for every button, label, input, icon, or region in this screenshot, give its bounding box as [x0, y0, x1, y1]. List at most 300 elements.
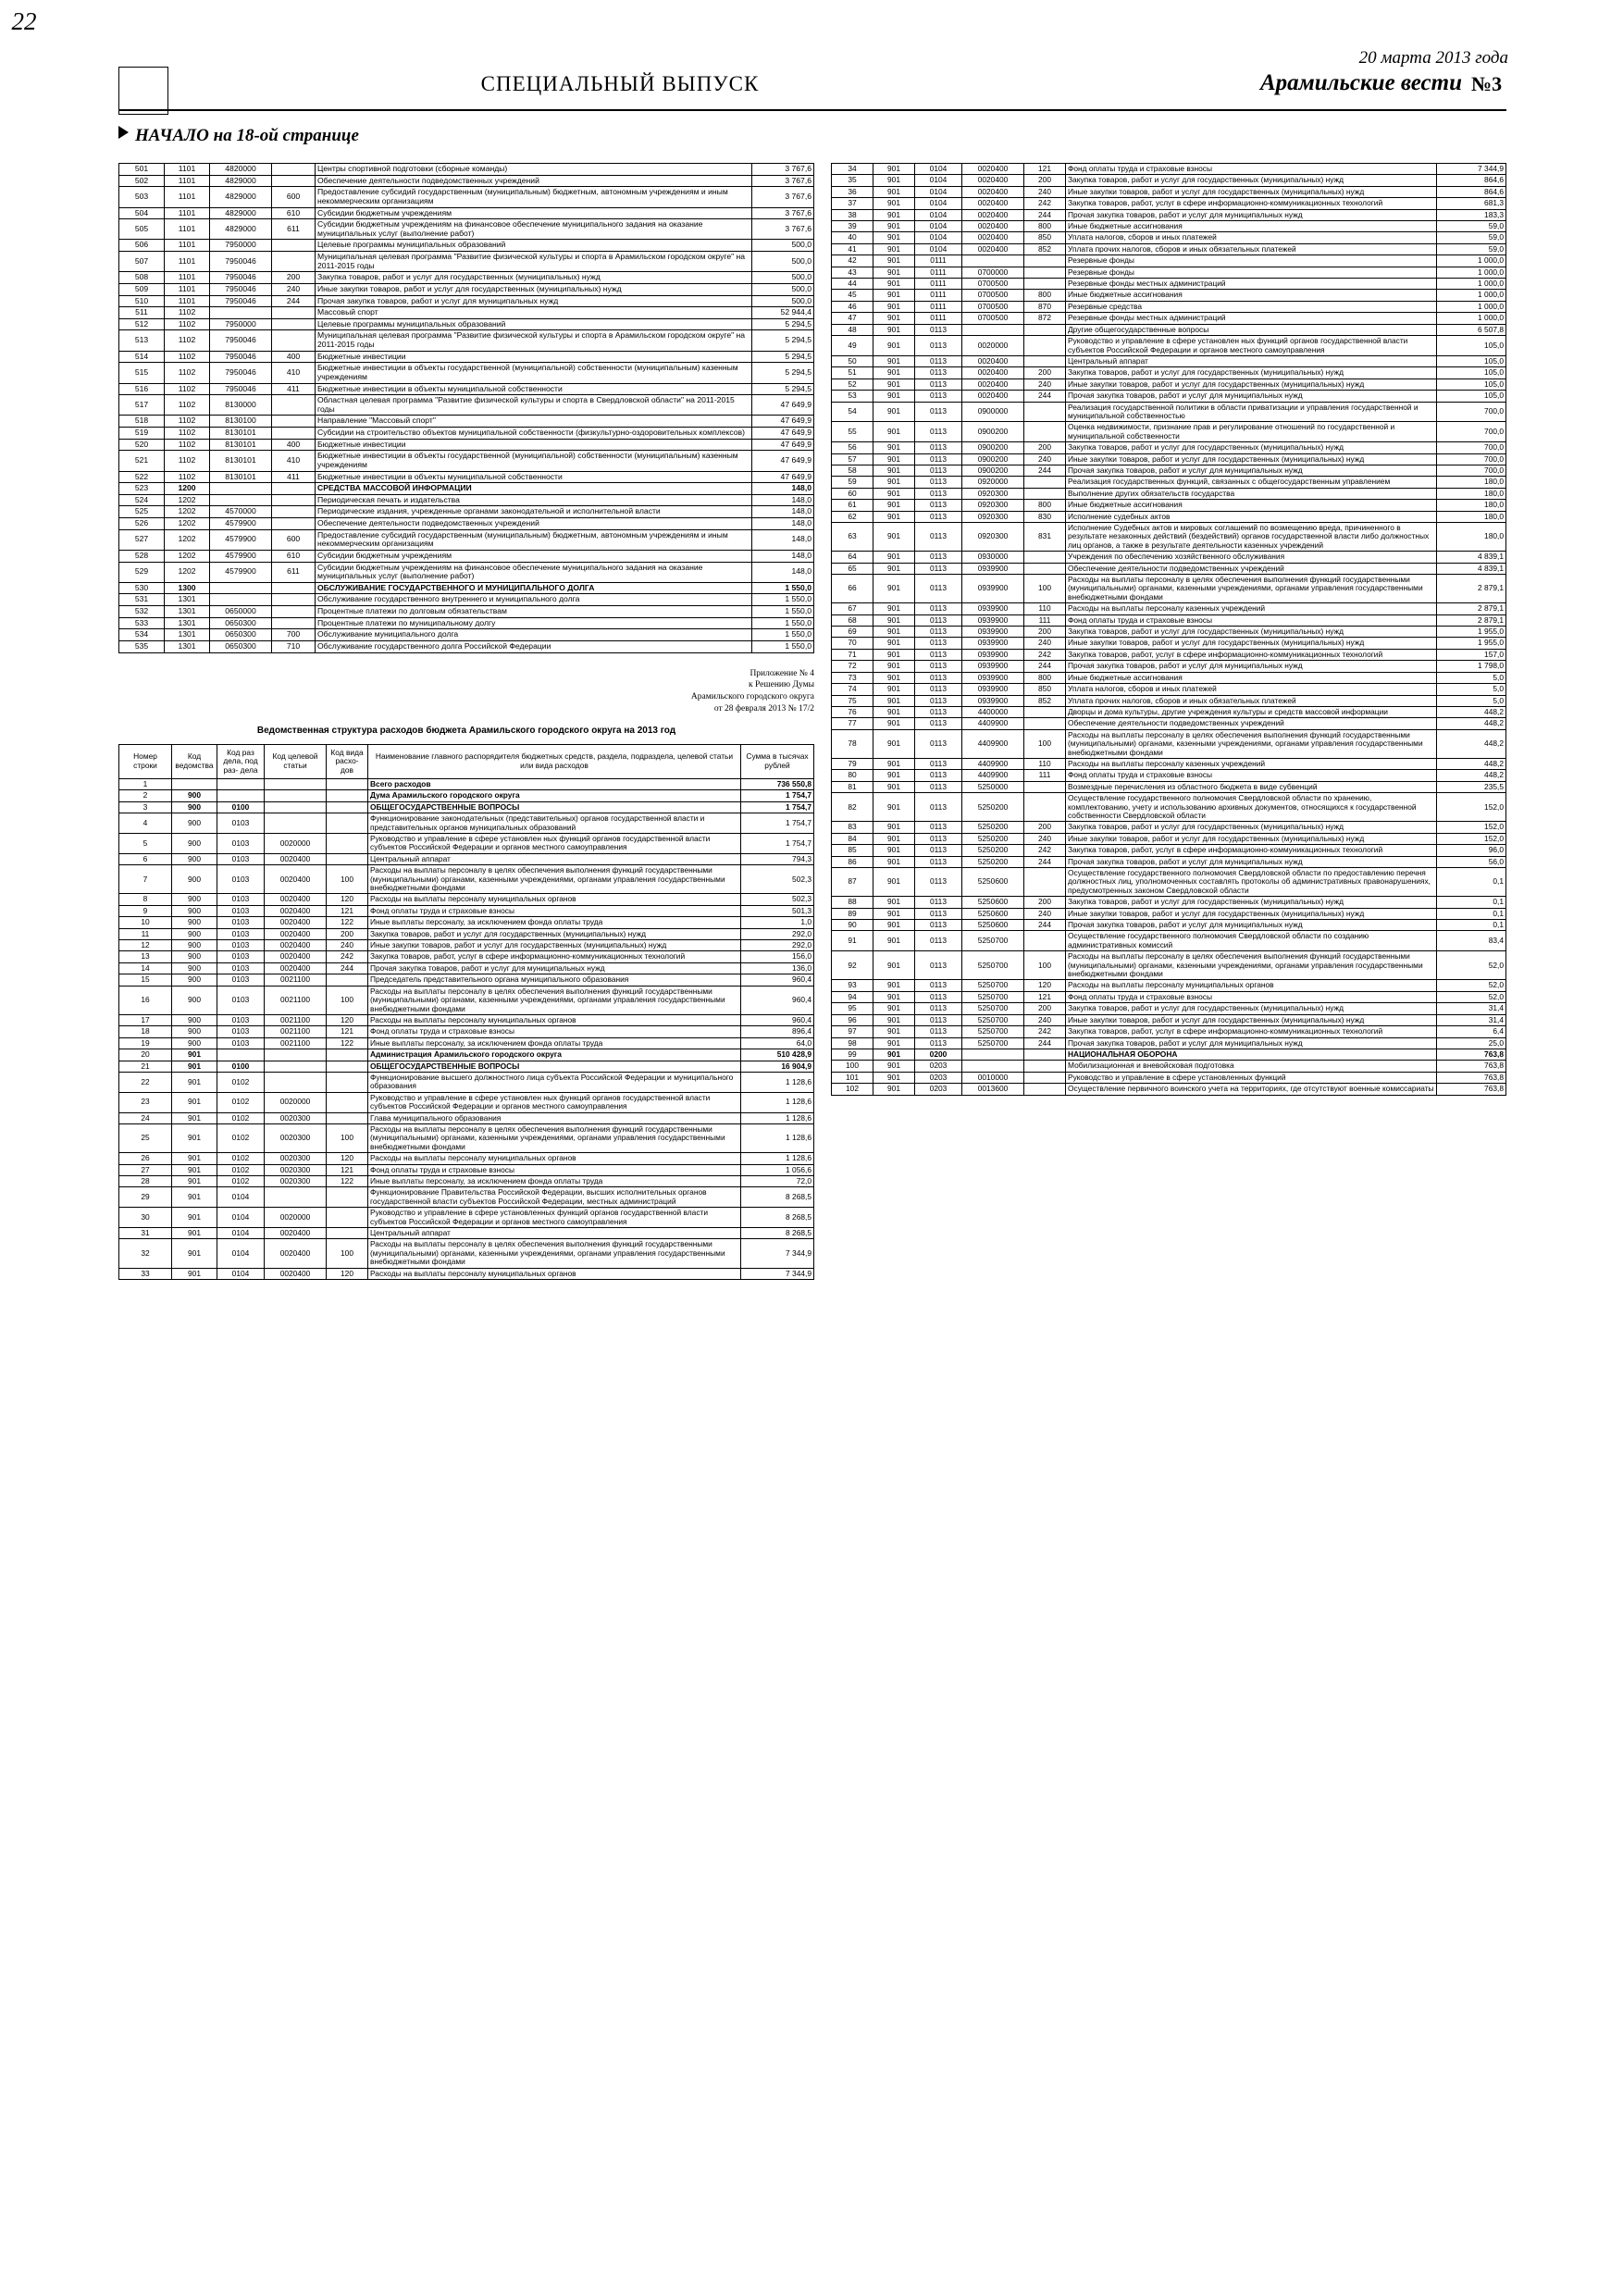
cell-expense-type-code	[272, 428, 316, 440]
cell-dept-code: 901	[172, 1176, 217, 1187]
table-row	[832, 931, 1506, 951]
cell-section-code: 0113	[915, 920, 962, 931]
cell-dept-code: 901	[873, 186, 915, 197]
cell-row-number: 50	[832, 355, 873, 366]
cell-target-code: 4409900	[962, 758, 1024, 769]
table-row	[832, 186, 1506, 197]
cell-row-number: 524	[119, 494, 165, 506]
table-row	[119, 582, 814, 594]
cell-dept-code: 900	[172, 813, 217, 834]
cell-section-code: 1101	[165, 187, 210, 207]
cell-expense-type-code: 120	[327, 894, 368, 905]
cell-sum: 180,0	[1437, 511, 1506, 522]
cell-section-code: 0111	[915, 267, 962, 278]
cell-row-number: 529	[119, 562, 165, 582]
table-row	[119, 529, 814, 550]
table-row	[832, 355, 1506, 366]
cell-expense-type-code: 242	[1024, 649, 1066, 660]
cell-expense-type-code	[327, 834, 368, 854]
cell-name: Другие общегосударственные вопросы	[1066, 324, 1437, 335]
cell-row-number: 6	[119, 853, 172, 864]
cell-section-code: 0100	[217, 801, 265, 813]
cell-expense-type-code	[1024, 793, 1066, 822]
cell-name: Мобилизационная и вневойсковая подготовка	[1066, 1061, 1437, 1072]
cell-sum: 1 128,6	[741, 1123, 814, 1152]
cell-name: Оценка недвижимости, признание прав и регулирование отношений по государственной и муниципальной собственности	[1066, 422, 1437, 442]
table-row	[119, 778, 814, 789]
cell-section-code: 0203	[915, 1072, 962, 1083]
cell-dept-code: 901	[873, 243, 915, 254]
cell-target-code: 5250600	[962, 897, 1024, 908]
cell-sum: 3 767,6	[752, 187, 814, 207]
cell-name: Закупка товаров, работ и услуг для государственных (муниципальных) нужд	[316, 272, 752, 284]
cell-row-number: 63	[832, 523, 873, 552]
cell-target-code: 7950046	[210, 252, 272, 272]
cell-sum: 1 128,6	[741, 1072, 814, 1092]
cell-row-number: 85	[832, 845, 873, 856]
cell-sum: 763,8	[1437, 1084, 1506, 1095]
cell-row-number: 102	[832, 1084, 873, 1095]
cell-section-code: 1202	[165, 529, 210, 550]
table-row	[119, 894, 814, 905]
cell-expense-type-code	[272, 164, 316, 176]
cell-sum: 72,0	[741, 1176, 814, 1187]
cell-target-code: 5250700	[962, 1003, 1024, 1014]
cell-section-code: 0103	[217, 940, 265, 951]
cell-section-code: 1101	[165, 252, 210, 272]
cell-expense-type-code: 242	[1024, 845, 1066, 856]
cell-expense-type-code: 244	[1024, 856, 1066, 867]
cell-name: Бюджетные инвестиции в объекты государственной (муниципальной) собственности (муниципальным) казенным учреждениям	[316, 451, 752, 471]
cell-row-number: 535	[119, 640, 165, 652]
table-row	[119, 219, 814, 240]
cell-section-code: 0103	[217, 928, 265, 939]
cell-name: Обеспечение деятельности подведомственных учреждений	[316, 518, 752, 530]
cell-dept-code: 901	[172, 1268, 217, 1279]
cell-section-code: 1102	[165, 383, 210, 395]
cell-name: Расходы на выплаты персоналу в целях обеспечения выполнения функций государственными (муниципальными) органами, казенными учреждениями, органами управления государственными внебюджетными фондами	[368, 865, 741, 894]
cell-dept-code: 901	[873, 336, 915, 356]
cell-row-number: 505	[119, 219, 165, 240]
cell-row-number: 60	[832, 488, 873, 499]
cell-name: Субсидии бюджетным учреждениям	[316, 207, 752, 219]
cell-row-number: 517	[119, 395, 165, 416]
right-column	[831, 163, 1506, 1096]
cell-row-number: 52	[832, 379, 873, 390]
cell-name: Бюджетные инвестиции в объекты государственной (муниципальной) собственности (муниципальным) казенным учреждениям	[316, 363, 752, 383]
cell-expense-type-code: 244	[1024, 1037, 1066, 1049]
cell-row-number: 530	[119, 582, 165, 594]
cell-section-code: 0113	[915, 1014, 962, 1025]
cell-section-code: 0104	[217, 1228, 265, 1239]
cell-dept-code: 900	[172, 951, 217, 962]
table-row	[119, 483, 814, 495]
cell-dept-code: 901	[873, 1014, 915, 1025]
cell-name: Обслуживание государственного долга Российской Федерации	[316, 640, 752, 652]
table-row	[832, 313, 1506, 324]
cell-sum: 2 879,1	[1437, 603, 1506, 614]
cell-target-code: 0920000	[962, 477, 1024, 488]
cell-dept-code: 901	[873, 729, 915, 758]
cell-section-code: 1101	[165, 164, 210, 176]
cell-target-code: 0020400	[962, 391, 1024, 402]
cell-name: Закупка товаров, работ и услуг для государственных (муниципальных) нужд	[1066, 1003, 1437, 1014]
cell-name: Реализация государственных функций, связанных с общегосударственным управлением	[1066, 477, 1437, 488]
cell-target-code	[265, 1061, 327, 1072]
cell-name: Возмездные перечисления из областного бюджета в виде субвенций	[1066, 781, 1437, 792]
cell-expense-type-code: 240	[1024, 833, 1066, 844]
cell-expense-type-code	[272, 175, 316, 187]
cell-target-code: 0920300	[962, 488, 1024, 499]
cell-row-number: 2	[119, 790, 172, 801]
cell-target-code: 0900200	[962, 465, 1024, 476]
cell-target-code: 7950046	[210, 363, 272, 383]
cell-expense-type-code	[327, 1049, 368, 1061]
cell-dept-code: 901	[873, 614, 915, 626]
cell-expense-type-code	[1024, 1061, 1066, 1072]
cell-target-code	[265, 813, 327, 834]
cell-sum: 1 754,7	[741, 790, 814, 801]
cell-name: Иные закупки товаров, работ и услуг для государственных (муниципальных) нужд	[1066, 1014, 1437, 1025]
cell-section-code: 0104	[915, 164, 962, 175]
cell-target-code: 4579900	[210, 529, 272, 550]
table-row	[119, 1176, 814, 1187]
cell-row-number: 46	[832, 301, 873, 312]
cell-row-number: 74	[832, 684, 873, 695]
cell-sum: 864,6	[1437, 175, 1506, 186]
cell-section-code: 0113	[915, 706, 962, 717]
cell-sum: 105,0	[1437, 336, 1506, 356]
cell-row-number: 43	[832, 267, 873, 278]
cell-target-code: 0939900	[962, 672, 1024, 683]
cell-row-number: 502	[119, 175, 165, 187]
cell-target-code: 0700000	[962, 267, 1024, 278]
cell-name: Обслуживание муниципального долга	[316, 629, 752, 641]
departmental-structure-table	[118, 744, 814, 1280]
table-row	[832, 198, 1506, 209]
cell-row-number: 512	[119, 318, 165, 330]
cell-name: Центральный аппарат	[1066, 355, 1437, 366]
cell-expense-type-code: 244	[1024, 661, 1066, 672]
table-row	[832, 1003, 1506, 1014]
cell-row-number: 10	[119, 917, 172, 928]
cell-expense-type-code	[327, 1092, 368, 1112]
cell-name: Бюджетные инвестиции	[316, 439, 752, 451]
appendix-line-4: от 28 февраля 2013 № 17/2	[713, 703, 814, 714]
cell-sum: 1 798,0	[1437, 661, 1506, 672]
cell-expense-type-code: 244	[1024, 391, 1066, 402]
cell-name: Функционирование Правительства Российской Федерации, высших исполнительных органов государственной власти субъектов Российской Федерации, местных администраций	[368, 1187, 741, 1208]
cell-sum: 148,0	[752, 550, 814, 562]
cell-expense-type-code	[272, 518, 316, 530]
cell-expense-type-code	[272, 330, 316, 351]
cell-name: Глава муниципального образования	[368, 1112, 741, 1123]
cell-expense-type-code: 110	[1024, 603, 1066, 614]
cell-expense-type-code: 710	[272, 640, 316, 652]
cell-row-number: 101	[832, 1072, 873, 1083]
cell-section-code: 1102	[165, 451, 210, 471]
cell-sum: 1 000,0	[1437, 290, 1506, 301]
cell-target-code: 0020000	[962, 336, 1024, 356]
cell-expense-type-code	[272, 395, 316, 416]
cell-row-number: 509	[119, 283, 165, 295]
cell-dept-code: 901	[873, 649, 915, 660]
table-row	[119, 1268, 814, 1279]
cell-row-number: 527	[119, 529, 165, 550]
cell-target-code	[210, 483, 272, 495]
cell-row-number: 53	[832, 391, 873, 402]
cell-sum: 47 649,9	[752, 471, 814, 483]
cell-name: Закупка товаров, работ, услуг в сфере информационно-коммуникационных технологий	[1066, 845, 1437, 856]
cell-expense-type-code: 111	[1024, 614, 1066, 626]
cell-target-code: 0020400	[962, 186, 1024, 197]
cell-expense-type-code: 831	[1024, 523, 1066, 552]
cell-row-number: 95	[832, 1003, 873, 1014]
cell-row-number: 520	[119, 439, 165, 451]
table-row	[832, 290, 1506, 301]
cell-expense-type-code: 850	[1024, 232, 1066, 243]
cell-section-code: 0113	[915, 336, 962, 356]
cell-sum: 5 294,5	[752, 318, 814, 330]
cell-section-code: 0113	[915, 442, 962, 453]
cell-expense-type-code	[327, 1187, 368, 1208]
cell-section-code: 0113	[915, 477, 962, 488]
cell-sum: 1 000,0	[1437, 301, 1506, 312]
cell-section-code: 1202	[165, 518, 210, 530]
cell-sum: 502,3	[741, 865, 814, 894]
cell-row-number: 26	[119, 1153, 172, 1164]
cell-section-code: 0111	[915, 313, 962, 324]
cell-target-code: 5250200	[962, 793, 1024, 822]
cell-expense-type-code: 850	[1024, 684, 1066, 695]
cell-dept-code: 901	[172, 1049, 217, 1061]
cell-section-code: 0113	[915, 856, 962, 867]
cell-section-code: 0200	[915, 1049, 962, 1060]
table-row	[832, 255, 1506, 267]
cell-expense-type-code: 100	[1024, 951, 1066, 980]
cell-expense-type-code: 240	[1024, 186, 1066, 197]
cell-dept-code: 901	[873, 1049, 915, 1060]
cell-expense-type-code	[272, 594, 316, 606]
cell-sum: 56,0	[1437, 856, 1506, 867]
cell-target-code: 0650300	[210, 629, 272, 641]
table-row	[119, 1061, 814, 1072]
cell-name: Областная целевая программа "Развитие физической культуры и спорта в Свердловской области" на 2011-2015 годы	[316, 395, 752, 416]
cell-section-code: 1202	[165, 506, 210, 518]
cell-section-code: 1102	[165, 307, 210, 319]
cell-expense-type-code: 111	[1024, 770, 1066, 781]
cell-row-number: 17	[119, 1014, 172, 1025]
cell-expense-type-code: 122	[327, 1037, 368, 1049]
cell-sum: 1 550,0	[752, 582, 814, 594]
cell-row-number: 523	[119, 483, 165, 495]
cell-name: НАЦИОНАЛЬНАЯ ОБОРОНА	[1066, 1049, 1437, 1060]
cell-dept-code: 900	[172, 928, 217, 939]
table-row	[119, 1164, 814, 1175]
cell-row-number: 45	[832, 290, 873, 301]
cell-target-code: 0020300	[265, 1153, 327, 1164]
cell-section-code: 1102	[165, 363, 210, 383]
cell-section-code: 0104	[217, 1268, 265, 1279]
cell-sum: 0,1	[1437, 908, 1506, 919]
page-header	[0, 0, 1623, 111]
cell-target-code: 0020400	[962, 209, 1024, 220]
table-row	[832, 465, 1506, 476]
paper-title: Арамильские вести	[1259, 70, 1462, 95]
cell-sum: 5,0	[1437, 672, 1506, 683]
cell-name: Фонд оплаты труда и страховые взносы	[368, 905, 741, 916]
cell-sum: 1 550,0	[752, 629, 814, 641]
cell-target-code: 8130000	[210, 395, 272, 416]
cell-dept-code: 901	[873, 1061, 915, 1072]
cell-section-code: 1301	[165, 606, 210, 618]
cell-target-code: 5250600	[962, 908, 1024, 919]
cell-section-code: 0104	[915, 186, 962, 197]
cell-name: Расходы на выплаты персоналу в целях обеспечения выполнения функций государственными (муниципальными) органами, казенными учреждениями, органами управления государственными внебюджетными фондами	[368, 1239, 741, 1268]
cell-sum: 448,2	[1437, 758, 1506, 769]
cell-sum: 5 294,5	[752, 383, 814, 395]
cell-row-number: 77	[832, 718, 873, 729]
cell-target-code	[962, 1049, 1024, 1060]
cell-target-code: 7950000	[210, 318, 272, 330]
cell-dept-code: 901	[873, 255, 915, 267]
cell-row-number: 34	[832, 164, 873, 175]
table-row	[832, 575, 1506, 603]
cell-dept-code: 901	[172, 1187, 217, 1208]
table-row	[832, 164, 1506, 175]
cell-section-code	[217, 790, 265, 801]
cell-section-code: 0111	[915, 290, 962, 301]
cell-target-code	[265, 1072, 327, 1092]
cell-target-code: 0020300	[265, 1123, 327, 1152]
cell-expense-type-code: 244	[327, 962, 368, 974]
cell-sum: 8 268,5	[741, 1208, 814, 1228]
cell-target-code: 0020400	[962, 355, 1024, 366]
cell-dept-code: 900	[172, 853, 217, 864]
cell-name: Прочая закупка товаров, работ и услуг для муниципальных нужд	[1066, 856, 1437, 867]
cell-row-number: 515	[119, 363, 165, 383]
cell-name: Руководство и управление в сфере установлен ных функций органов государственной власти субъектов Российской Федерации и органов местного самоуправления	[1066, 336, 1437, 356]
cell-expense-type-code: 400	[272, 439, 316, 451]
cell-name: Резервные средства	[1066, 301, 1437, 312]
cell-row-number: 51	[832, 367, 873, 379]
cell-section-code: 0113	[915, 661, 962, 672]
cell-expense-type-code	[327, 790, 368, 801]
table-row	[832, 1026, 1506, 1037]
cell-sum: 1 000,0	[1437, 279, 1506, 290]
cell-name: Закупка товаров, работ и услуг для государственных (муниципальных) нужд	[368, 928, 741, 939]
cell-row-number: 11	[119, 928, 172, 939]
table-row	[119, 834, 814, 854]
cell-name: Иные закупки товаров, работ и услуг для государственных (муниципальных) нужд	[1066, 186, 1437, 197]
cell-section-code: 0113	[915, 1037, 962, 1049]
cell-dept-code: 901	[873, 355, 915, 366]
cell-section-code: 1102	[165, 395, 210, 416]
table-row	[119, 363, 814, 383]
cell-section-code: 0113	[915, 951, 962, 980]
cell-section-code: 0111	[915, 301, 962, 312]
cell-name: Всего расходов	[368, 778, 741, 789]
cell-row-number: 526	[119, 518, 165, 530]
cell-target-code	[210, 307, 272, 319]
cell-target-code: 0939900	[962, 563, 1024, 574]
cell-dept-code: 901	[873, 672, 915, 683]
cell-dept-code: 900	[172, 917, 217, 928]
cell-sum: 3 767,6	[752, 219, 814, 240]
cell-expense-type-code: 100	[1024, 575, 1066, 603]
cell-expense-type-code: 410	[272, 451, 316, 471]
table-row	[832, 951, 1506, 980]
cell-expense-type-code: 121	[327, 905, 368, 916]
cell-sum: 2 879,1	[1437, 575, 1506, 603]
cell-sum: 500,0	[752, 272, 814, 284]
cell-dept-code: 900	[172, 905, 217, 916]
cell-section-code: 0100	[217, 1061, 265, 1072]
cell-expense-type-code	[1024, 706, 1066, 717]
cell-target-code: 0930000	[962, 552, 1024, 563]
cell-target-code: 4829000	[210, 219, 272, 240]
cell-dept-code: 900	[172, 1014, 217, 1025]
cell-row-number: 513	[119, 330, 165, 351]
cell-expense-type-code: 240	[1024, 1014, 1066, 1025]
cell-name: Иные бюджетные ассигнования	[1066, 290, 1437, 301]
col-header-expense-type-code: Код вида расхо- дов	[327, 744, 368, 778]
cell-target-code: 0700500	[962, 279, 1024, 290]
cell-name: Расходы на выплаты персоналу муниципальных органов	[368, 1153, 741, 1164]
cell-expense-type-code	[1024, 402, 1066, 422]
cell-row-number: 519	[119, 428, 165, 440]
cell-target-code	[265, 1187, 327, 1208]
cell-sum: 8 268,5	[741, 1187, 814, 1208]
cell-expense-type-code: 100	[327, 865, 368, 894]
cell-sum: 47 649,9	[752, 416, 814, 428]
table-row	[119, 801, 814, 813]
cell-sum: 1 128,6	[741, 1092, 814, 1112]
cell-expense-type-code: 830	[1024, 511, 1066, 522]
table-row	[832, 267, 1506, 278]
cell-target-code: 5250700	[962, 1026, 1024, 1037]
table-row	[832, 627, 1506, 638]
table-row	[119, 439, 814, 451]
cell-section-code: 1102	[165, 351, 210, 363]
table-row	[119, 1239, 814, 1268]
cell-sum: 105,0	[1437, 355, 1506, 366]
cell-row-number: 37	[832, 198, 873, 209]
cell-expense-type-code: 100	[327, 986, 368, 1014]
cell-section-code: 1202	[165, 550, 210, 562]
cell-row-number: 507	[119, 252, 165, 272]
cell-section-code: 0102	[217, 1112, 265, 1123]
table-row	[119, 272, 814, 284]
table-row	[119, 1228, 814, 1239]
cell-sum: 7 344,9	[741, 1268, 814, 1279]
cell-sum: 157,0	[1437, 649, 1506, 660]
cell-section-code: 0113	[915, 575, 962, 603]
cell-dept-code: 901	[873, 603, 915, 614]
cell-expense-type-code: 400	[272, 351, 316, 363]
cell-row-number: 29	[119, 1187, 172, 1208]
cell-section-code: 1202	[165, 494, 210, 506]
cell-name: Осуществление государственного полномочия Свердловской области по хранению, комплектованию, учету и использованию архивных документов, относящихся к государственной собственности Свердловской области	[1066, 793, 1437, 822]
cell-expense-type-code	[327, 1072, 368, 1092]
cell-section-code: 1101	[165, 240, 210, 252]
cell-name: Бюджетные инвестиции в объекты муниципальной собственности	[316, 471, 752, 483]
cell-expense-type-code: 200	[327, 928, 368, 939]
cell-section-code: 0113	[915, 770, 962, 781]
cell-name: Функционирование законодательных (представительных) органов государственной власти и представительных органов муниципальных образований	[368, 813, 741, 834]
cell-target-code: 0900200	[962, 422, 1024, 442]
cell-section-code: 0113	[915, 729, 962, 758]
